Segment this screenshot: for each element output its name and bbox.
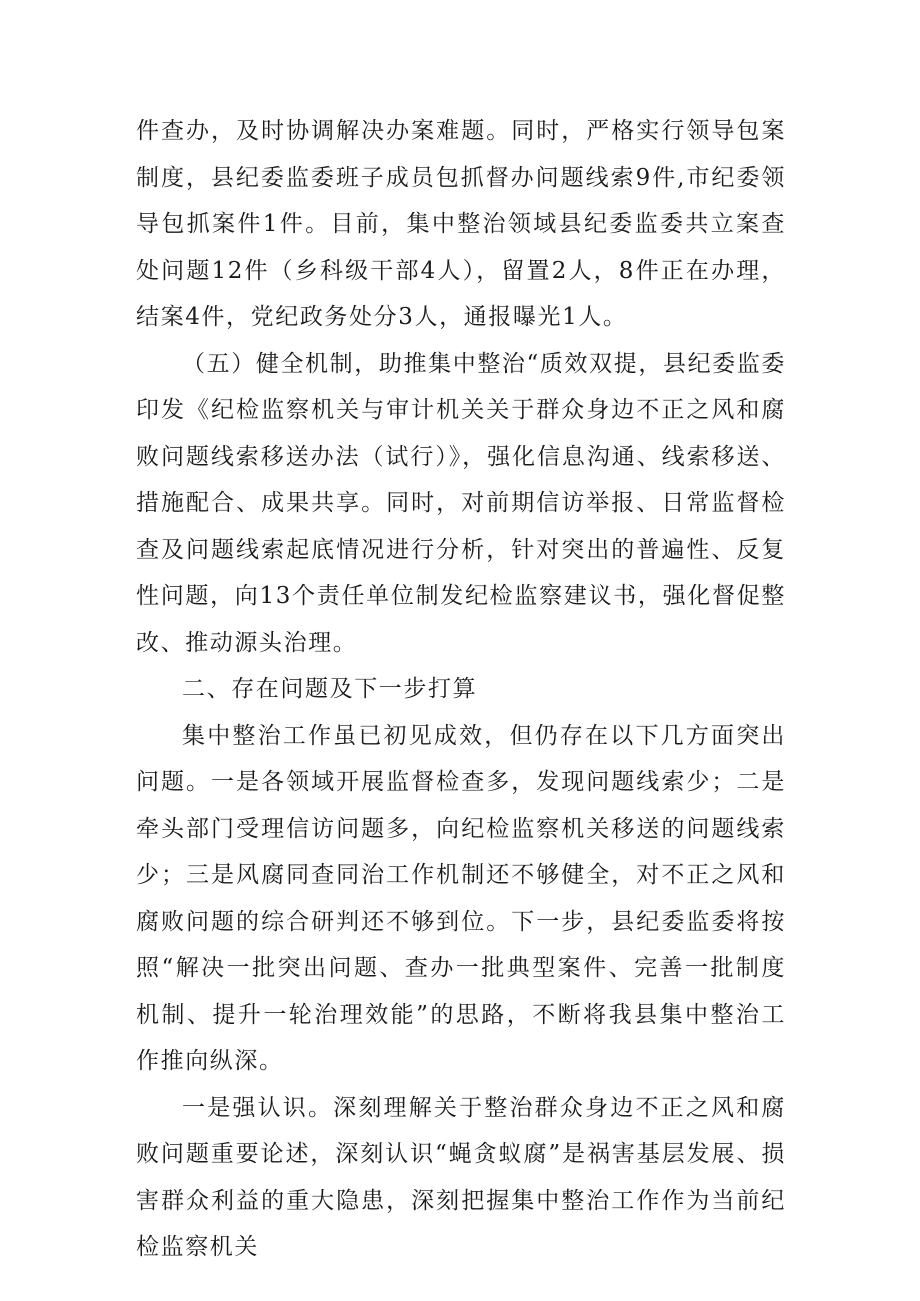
paragraph-problems: 集中整治工作虽已初见成效，但仍存在以下几方面突出问题。一是各领域开展监督检查多，发现问题线索少；二是牵头部门受理信访问题多，向纪检监察机关移送的问题线索少；三是风腐同查同治工作机制还不够健全，对不正之风和腐败问题的综合研判还不够到位。下一步，县纪委监委将按照“解决一批突出问题、查办一批典型案件、完善一批制度机制、提升一轮治理效能”的思路，不断将我县集中整治工作推向纵深。 [136,722,786,1074]
paragraph-case-statistics: 件查办，及时协调解决办案难题。同时，严格实行领导包案制度，县纪委监委班子成员包抓督办问题线索9件,市纪委领导包抓案件1件。目前，集中整治领域县纪委监委共立案查处问题12件（乡科级干部4人），留置2人，8件正在办理，结案4件，党纪政务处分3人，通报曝光1人。 [136,118,786,330]
paragraph-mechanism: （五）健全机制，助推集中整治“质效双提，县纪委监委印发《纪检监察机关与审计机关关于群众身边不正之风和腐败问题线索移送办法（试行）》，强化信息沟通、线索移送、措施配合、成果共享。同时，对前期信访举报、日常监督检查及问题线索起底情况进行分析，针对突出的普遍性、反复性问题，向13个责任单位制发纪检监察建议书，强化督促整改、推动源头治理。 [136,350,786,656]
paragraph-strengthen-awareness: 一是强认识。深刻理解关于整治群众身边不正之风和腐败问题重要论述，深刻认识“蝇贪蚁腐”是祸害基层发展、损害群众利益的重大隐患，深刻把握集中整治工作作为当前纪检监察机关 [136,1094,786,1260]
document-body [136,108,786,1271]
section-heading-problems: 二、存在问题及下一步打算 [182,676,478,702]
